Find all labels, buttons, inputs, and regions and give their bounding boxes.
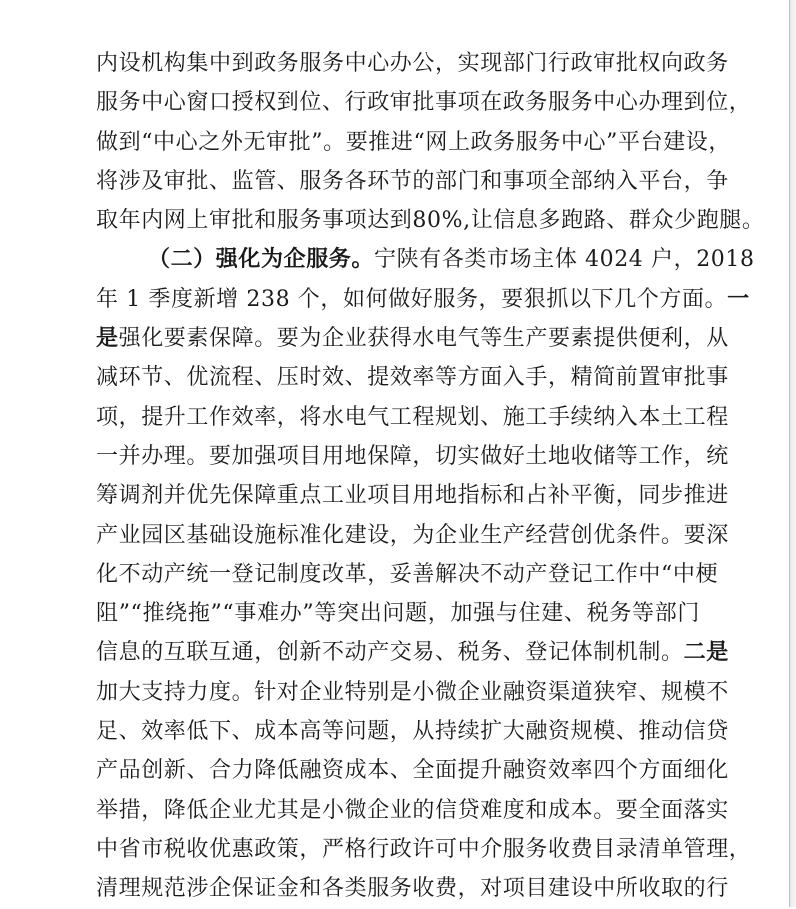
page-edge-shadow	[790, 0, 796, 907]
line-text: 中省市税收优惠政策，严格行政许可中介服务收费目录清单管理，	[96, 836, 752, 862]
line-text: 年 1 季度新增 238 个，如何做好服务，要狠抓以下几个方面。	[96, 286, 728, 312]
text-line-15	[96, 594, 700, 633]
line-text: 内设机构集中到政务服务中心办公，实现部门行政审批权向政务	[96, 51, 729, 76]
text-line-1	[96, 44, 729, 83]
bold-marker: 一	[727, 285, 750, 312]
line-text: 减环节、优流程、压时效、提效率等方面入手，精简前置审批事	[96, 365, 729, 391]
line-text: 产品创新、合力降低融资成本、全面提升融资效率四个方面细化	[96, 758, 729, 784]
line-text: 清理规范涉企保证金和各类服务收费，对项目建设中所收取的行	[96, 876, 729, 902]
text-line-11	[96, 437, 729, 476]
line-text: 将涉及审批、监管、服务各环节的部门和事项全部纳入平台，争	[96, 168, 729, 194]
text-line-5	[96, 201, 765, 240]
line-text: 举措，降低企业尤其是小微企业的信贷难度和成本。要全面落实	[96, 797, 729, 823]
text-line-9	[96, 358, 729, 397]
text-line-21	[96, 830, 752, 869]
line-text: 宁陕有各类市场主体 4024 户，2018	[374, 247, 755, 273]
bold-marker: 二是	[683, 639, 729, 666]
line-text: 加大支持力度。针对企业特别是小微企业融资渠道狭窄、规模不	[96, 679, 729, 705]
text-line-6	[96, 240, 755, 279]
document-body	[96, 44, 765, 909]
section-heading: （二）强化为企服务。	[148, 246, 375, 273]
line-text: 筹调剂并优先保障重点工业项目用地指标和占补平衡，同步推进	[96, 483, 729, 509]
text-line-13	[96, 516, 729, 555]
line-text: 阻”“推绕拖”“事难办”等突出问题，加强与住建、税务等部门	[96, 601, 700, 627]
text-line-20	[96, 791, 729, 830]
line-text: 做到“中心之外无审批”。要推进“网上政务服务中心”平台建设，	[96, 129, 731, 155]
text-line-16	[96, 633, 729, 672]
text-line-7	[96, 280, 750, 319]
text-line-17	[96, 673, 729, 712]
line-text: 强化要素保障。要为企业获得水电气等生产要素提供便利，从	[118, 326, 729, 352]
line-text: 一并办理。要加强项目用地保障，切实做好土地收储等工作，统	[96, 443, 729, 469]
page-edge	[789, 0, 790, 907]
line-text: 取年内网上审批和服务事项达到80%,让信息多跑路、群众少跑腿。	[96, 208, 765, 234]
text-line-14	[96, 555, 719, 594]
text-line-8	[96, 319, 729, 358]
text-line-4	[96, 162, 729, 201]
text-line-18	[96, 712, 729, 751]
line-text: 化不动产统一登记制度改革，妥善解决不动产登记工作中“中梗	[96, 561, 719, 587]
line-text: 足、效率低下、成本高等问题，从持续扩大融资规模、推动信贷	[96, 719, 729, 745]
text-line-22	[96, 869, 729, 908]
line-text: 服务中心窗口授权到位、行政审批事项在政务服务中心办理到位，	[96, 90, 752, 116]
text-line-2	[96, 83, 752, 122]
line-text: 信息的互联互通，创新不动产交易、税务、登记体制机制。	[96, 640, 684, 666]
line-text: 产业园区基础设施标准化建设，为企业生产经营创优条件。要深	[96, 522, 729, 548]
text-line-19	[96, 751, 729, 790]
bold-marker: 是	[96, 325, 119, 352]
line-text: 项，提升工作效率，将水电气工程规划、施工手续纳入本土工程	[96, 404, 729, 430]
text-line-3	[96, 123, 731, 162]
text-line-12	[96, 476, 729, 515]
text-line-10	[96, 398, 729, 437]
